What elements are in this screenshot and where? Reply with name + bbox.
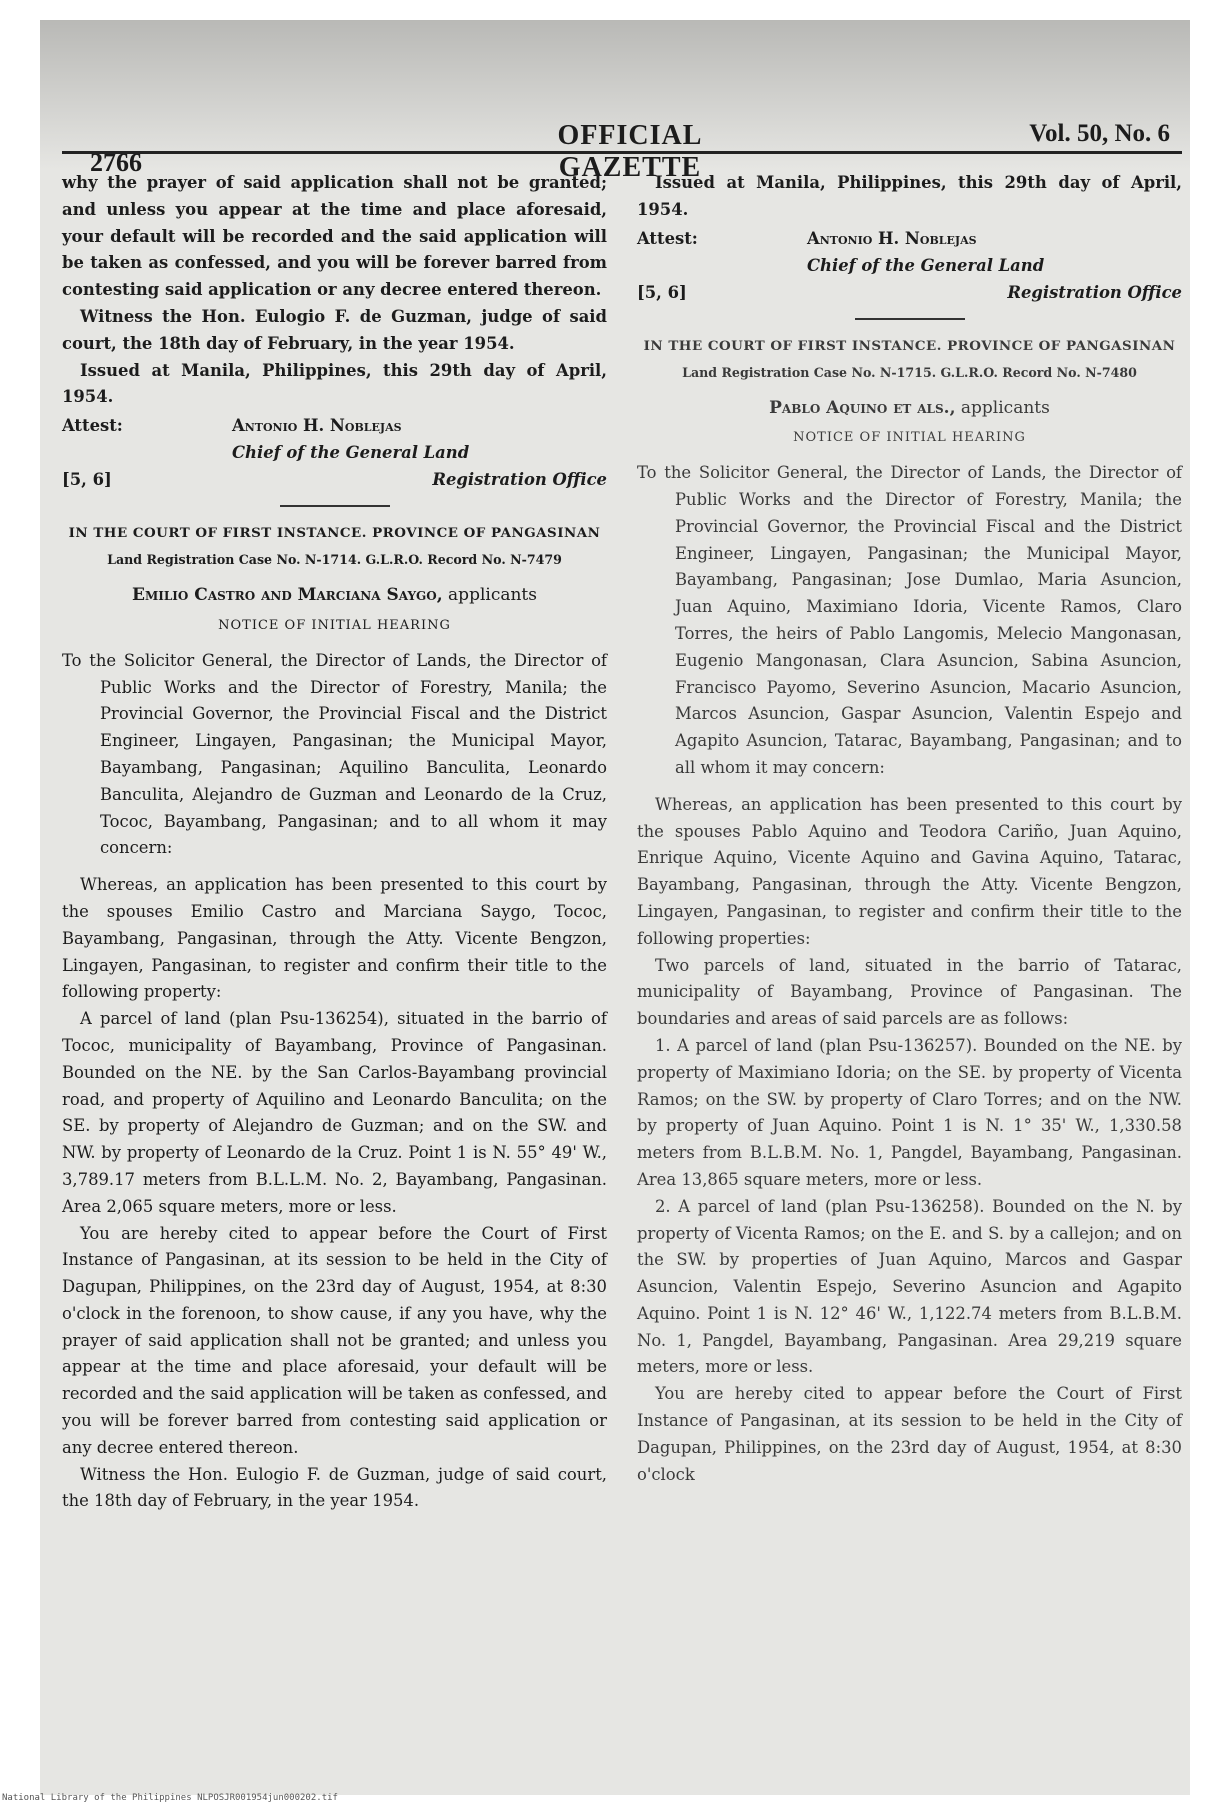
issue-reference-right: [5, 6] xyxy=(637,282,687,302)
issued-paragraph-right: Issued at Manila, Philippines, this 29th day of April, 1954. xyxy=(637,173,1182,219)
attestation-block-right xyxy=(637,226,1182,308)
gazette-title: OFFICIAL GAZETTE xyxy=(557,120,703,183)
signer-name-right: Antonio H. Noblejas xyxy=(807,228,977,248)
issue-reference: [5, 6] xyxy=(62,470,112,490)
applicants-line xyxy=(62,582,607,609)
page-number: 2766 xyxy=(90,148,142,177)
right-column xyxy=(637,170,1182,1488)
issued-paragraph: Issued at Manila, Philippines, this 29th day of April, 1954. xyxy=(62,360,607,407)
signer-title-line2-right: Registration Office xyxy=(1007,282,1182,302)
applicant-names-right: Pablo Aquino et als., xyxy=(769,397,956,418)
attest-label: Attest: xyxy=(62,416,123,436)
whereas-paragraph: Whereas, an application has been presented to this court by the spouses Emilio Castro and Marciana Saygo, Tococ, Bayambang, Pangasinan, through the Atty. Vicente Bengzon, Lingayen, Pangasinan, to register and confirm their title to the following property: xyxy=(62,875,607,1002)
signer-title-line1: Chief of the General Land xyxy=(232,443,470,463)
signer-title-line2: Registration Office xyxy=(432,470,607,490)
section-divider-right xyxy=(855,318,965,320)
court-heading: IN THE COURT OF FIRST INSTANCE. PROVINCE OF PANGASINAN xyxy=(68,525,601,542)
scan-credit: National Library of the Philippines NLPOSJR001954jun000202.tif xyxy=(2,1793,338,1803)
whereas-paragraph-right: Whereas, an application has been presented to this court by the spouses Pablo Aquino and Teodora Cariño, Juan Aquino, Enrique Aquino, Vicente Aquino and Gavina Aquino, Tatarac, Bayambang, Pangasinan, through the Atty. Vicente Bengzon, Lingayen, Pangasinan, to register and confirm their title to the following properties: xyxy=(637,794,1182,948)
cited-paragraph: You are hereby cited to appear before the Court of First Instance of Pangasinan, at its session to be held in the City of Dagupan, Philippines, on the 23rd day of August, 1954, at 8:30 o'clock in the forenoon, to show cause, if any you have, why the prayer of said application shall not be granted; and unless you appear at the time and place aforesaid, your default will be recorded and the said application will be taken as confessed, and you will be forever barred from contesting said application or any decree entered thereon. xyxy=(62,1223,607,1457)
cited-paragraph-right: You are hereby cited to appear before the Court of First Instance of Pangasinan, at its session to be held in the City of Dagupan, Philippines, on the 23rd day of August, 1954, at 8:30 o'clock xyxy=(637,1384,1182,1484)
notice-heading: NOTICE OF INITIAL HEARING xyxy=(218,617,451,633)
applicants-suffix-right: applicants xyxy=(960,397,1050,418)
left-column xyxy=(62,170,607,1515)
case-number: Land Registration Case No. N-1714. G.L.R.O. Record No. N-7479 xyxy=(107,552,562,568)
notice-heading-right: NOTICE OF INITIAL HEARING xyxy=(793,430,1026,446)
volume-number: Vol. 50, No. 6 xyxy=(1029,120,1170,147)
header-rule xyxy=(62,151,1182,154)
case-number-right: Land Registration Case No. N-1715. G.L.R.O. Record No. N-7480 xyxy=(682,364,1137,380)
addressee-paragraph-right: To the Solicitor General, the Director of Lands, the Director of Public Works and the Director of Forestry, Manila; the Provincial Governor, the Provincial Fiscal and the District Engineer, Lingayen, Pangasinan; the Municipal Mayor, Bayambang, Pangasinan; Jose Dumlao, Maria Asuncion, Juan Aquino, Maximiano Idoria, Vicente Ramos, Claro Torres, the heirs of Pablo Langomis, Melecio Mangonasan, Eugenio Mangonasan, Clara Asuncion, Sabina Asuncion, Francisco Payomo, Severino Asuncion, Macario Asuncion, Marcos Asuncion, Gaspar Asuncion, Valentin Espejo and Agapito Asuncion, Tatarac, Bayambang, Pangasinan; and to all whom it may concern: xyxy=(637,463,1182,777)
applicants-line-right xyxy=(637,395,1182,422)
addressee-paragraph: To the Solicitor General, the Director of Lands, the Director of Public Works and the Director of Forestry, Manila; the Provincial Governor, the Provincial Fiscal and the District Engineer, Lingayen, Pangasinan; the Municipal Mayor, Bayambang, Pangasinan; Aquilino Banculita, Leonardo Banculita, Alejandro de Guzman and Leonardo de la Cruz, Tococ, Bayambang, Pangasinan; and to all whom it may concern: xyxy=(62,650,607,858)
applicant-names: Emilio Castro and Marciana Saygo, xyxy=(132,585,443,606)
carryover-paragraph: why the prayer of said application shall not be granted; and unless you appear at the time and place aforesaid, your default will be recorded and the said application will be taken as confessed, and you will be forever barred from contesting said application or any decree entered thereon. xyxy=(62,173,607,300)
parcel-2-paragraph: 2. A parcel of land (plan Psu-136258). Bounded on the N. by property of Vicenta Ramos; on the E. and S. by a callejon; and on the SW. by properties of Juan Aquino, Marcos and Gaspar Asuncion, Valentin Espejo, Severino Asuncion and Agapito Aquino. Point 1 is N. 12° 46' W., 1,122.74 meters from B.L.B.M. No. 1, Pangdel, Bayambang, Pangasinan. Area 29,219 square meters, more or less. xyxy=(637,1196,1182,1377)
signer-title-line1-right: Chief of the General Land xyxy=(807,255,1045,275)
running-head xyxy=(65,120,1170,183)
witness-paragraph-2: Witness the Hon. Eulogio F. de Guzman, judge of said court, the 18th day of February, in the year 1954. xyxy=(62,1464,607,1511)
witness-paragraph: Witness the Hon. Eulogio F. de Guzman, judge of said court, the 18th day of February, in the year 1954. xyxy=(62,306,607,353)
two-parcels-paragraph: Two parcels of land, situated in the barrio of Tatarac, municipality of Bayambang, Province of Pangasinan. The boundaries and areas of said parcels are as follows: xyxy=(637,955,1182,1029)
court-heading-right: IN THE COURT OF FIRST INSTANCE. PROVINCE OF PANGASINAN xyxy=(643,337,1176,354)
attestation-block xyxy=(62,413,607,495)
parcel-1-paragraph: 1. A parcel of land (plan Psu-136257). Bounded on the NE. by property of Maximiano Idoria; on the SE. by property of Vicenta Ramos; on the SW. by property of Claro Torres; and on the NW. by property of Juan Aquino. Point 1 is N. 1° 35' W., 1,330.58 meters from B.L.B.M. No. 1, Pangdel, Bayambang, Pangasinan. Area 13,865 square meters, more or less. xyxy=(637,1035,1182,1189)
attest-label-right: Attest: xyxy=(637,228,698,248)
section-divider xyxy=(280,505,390,507)
applicants-suffix: applicants xyxy=(448,585,537,606)
parcel-paragraph: A parcel of land (plan Psu-136254), situated in the barrio of Tococ, municipality of Bayambang, Province of Pangasinan. Bounded on the NE. by the San Carlos-Bayambang provincial road, and property of Aquilino and Leonardo Banculita; on the SE. by property of Alejandro de Guzman; and on the SW. and NW. by property of Leonardo de la Cruz. Point 1 is N. 55° 49' W., 3,789.17 meters from B.L.L.M. No. 2, Bayambang, Pangasinan. Area 2,065 square meters, more or less. xyxy=(62,1009,607,1216)
signer-name: Antonio H. Noblejas xyxy=(232,416,402,436)
